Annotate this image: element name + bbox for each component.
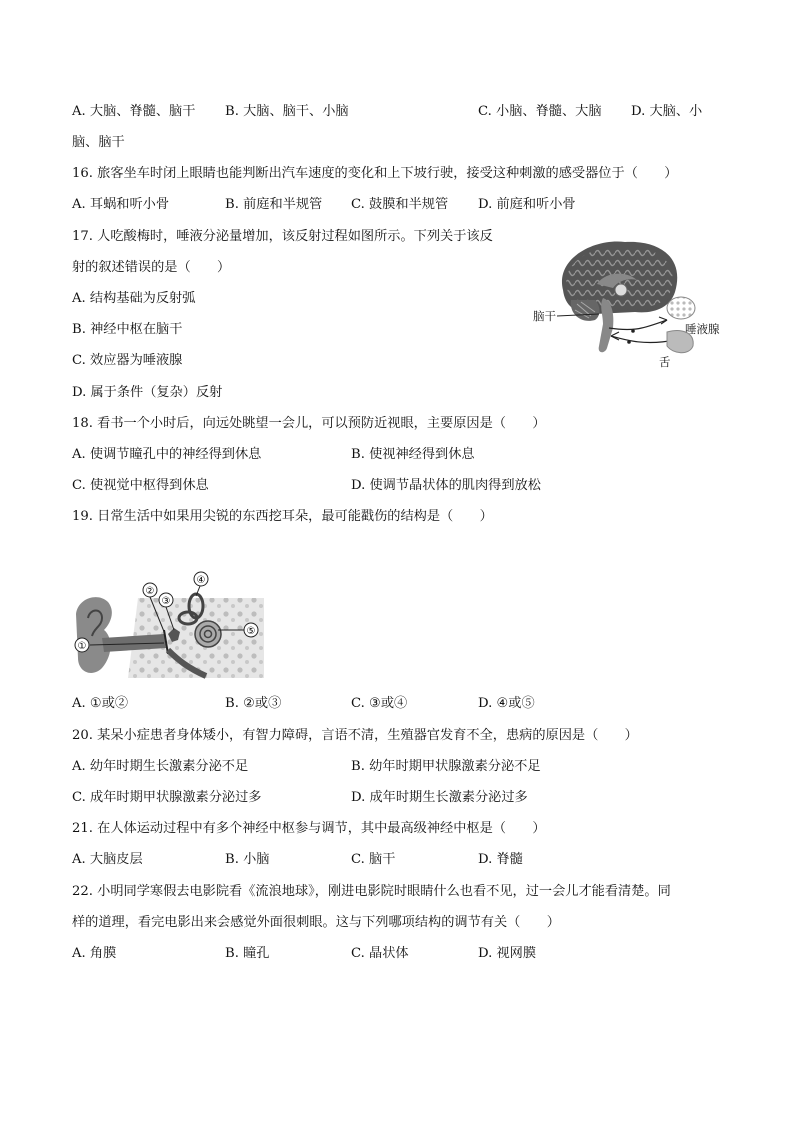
q16-option-c: C. 鼓膜和半规管 — [351, 197, 449, 212]
q15-option-d-continuation: 脑、脑干 — [72, 135, 125, 150]
cochlea-shape — [195, 621, 221, 647]
marker-4: ④ — [196, 575, 206, 586]
q20-option-c: C. 成年时期甲状腺激素分泌过多 — [72, 790, 262, 805]
q15-option-d: D. 大脑、小 — [631, 104, 703, 119]
q21-stem: 21. 在人体运动过程中有多个神经中枢参与调节，其中最高级神经中枢是（ ） — [72, 821, 546, 836]
q16-option-a: A. 耳蜗和听小骨 — [72, 197, 170, 212]
q17-option-d: D. 属于条件（复杂）反射 — [72, 385, 223, 400]
q22-stem-line1: 22. 小明同学寒假去电影院看《流浪地球》，刚进电影院时眼睛什么也看不见，过一会儿才能看清楚。同 — [72, 884, 671, 899]
q19-option-d: D. ④或⑤ — [478, 696, 535, 711]
q18-stem: 18. 看书一个小时后，向远处眺望一会儿，可以预防近视眼，主要原因是（ ） — [72, 416, 546, 431]
marker-5: ⑤ — [246, 626, 256, 637]
q16-stem: 16. 旅客坐车时闭上眼睛也能判断出汽车速度的变化和上下坡行驶，接受这种刺激的感受器位于（ ） — [72, 166, 678, 181]
q22-stem-line2: 样的道理，看完电影出来会感觉外面很刺眼。这与下列哪项结构的调节有关（ ） — [72, 915, 560, 930]
q18-option-a: A. 使调节瞳孔中的神经得到休息 — [72, 447, 262, 462]
q19-option-b: B. ②或③ — [225, 696, 282, 711]
q17-stem-line1: 17. 人吃酸梅时，唾液分泌量增加，该反射过程如图所示。下列关于该反 — [72, 229, 493, 244]
q22-option-a: A. 角膜 — [72, 946, 117, 961]
label-salivary-gland: 唾液腺 — [685, 322, 720, 336]
outer-ear-shape — [76, 597, 112, 673]
q21-option-b: B. 小脑 — [225, 852, 270, 867]
q20-stem: 20. 某呆小症患者身体矮小，有智力障碍，言语不清，生殖器官发育不全，患病的原因是（ ） — [72, 728, 638, 743]
q20-option-b: B. 幼年时期甲状腺激素分泌不足 — [351, 759, 541, 774]
q21-option-d: D. 脊髓 — [478, 852, 523, 867]
marker-2: ② — [145, 586, 155, 597]
q19-option-a: A. ①或② — [72, 696, 129, 711]
q15-option-a: A. 大脑、脊髓、脑干 — [72, 104, 196, 119]
q21-option-a: A. 大脑皮层 — [72, 852, 143, 867]
q17-option-c: C. 效应器为唾液腺 — [72, 353, 183, 368]
q19-option-c: C. ③或④ — [351, 696, 408, 711]
marker-3: ③ — [161, 596, 171, 607]
q18-option-b: B. 使视神经得到休息 — [351, 447, 475, 462]
marker-1: ① — [77, 641, 87, 652]
ear-structure-figure — [68, 568, 268, 683]
q17-option-a: A. 结构基础为反射弧 — [72, 291, 196, 306]
q20-option-a: A. 幼年时期生长激素分泌不足 — [72, 759, 249, 774]
label-tongue: 舌 — [659, 355, 671, 369]
q19-stem: 19. 日常生活中如果用尖锐的东西挖耳朵，最可能戳伤的结构是（ ） — [72, 509, 493, 524]
q15-option-b: B. 大脑、脑干、小脑 — [225, 104, 349, 119]
q17-option-b: B. 神经中枢在脑干 — [72, 322, 183, 337]
q21-option-c: C. 脑干 — [351, 852, 396, 867]
q22-option-b: B. 瞳孔 — [225, 946, 270, 961]
salivary-gland-shape — [667, 297, 695, 319]
q17-stem-line2: 射的叙述错误的是（ ） — [72, 260, 231, 275]
q16-option-d: D. 前庭和听小骨 — [478, 197, 576, 212]
q15-option-c: C. 小脑、脊髓、大脑 — [478, 104, 602, 119]
label-brainstem: 脑干 — [533, 309, 556, 323]
q16-option-b: B. 前庭和半规管 — [225, 197, 323, 212]
q18-option-c: C. 使视觉中枢得到休息 — [72, 478, 209, 493]
q20-option-d: D. 成年时期生长激素分泌过多 — [351, 790, 528, 805]
brain-reflex-figure — [525, 228, 725, 378]
q18-option-d: D. 使调节晶状体的肌肉得到放松 — [351, 478, 541, 493]
q22-option-c: C. 晶状体 — [351, 946, 409, 961]
q22-option-d: D. 视网膜 — [478, 946, 537, 961]
